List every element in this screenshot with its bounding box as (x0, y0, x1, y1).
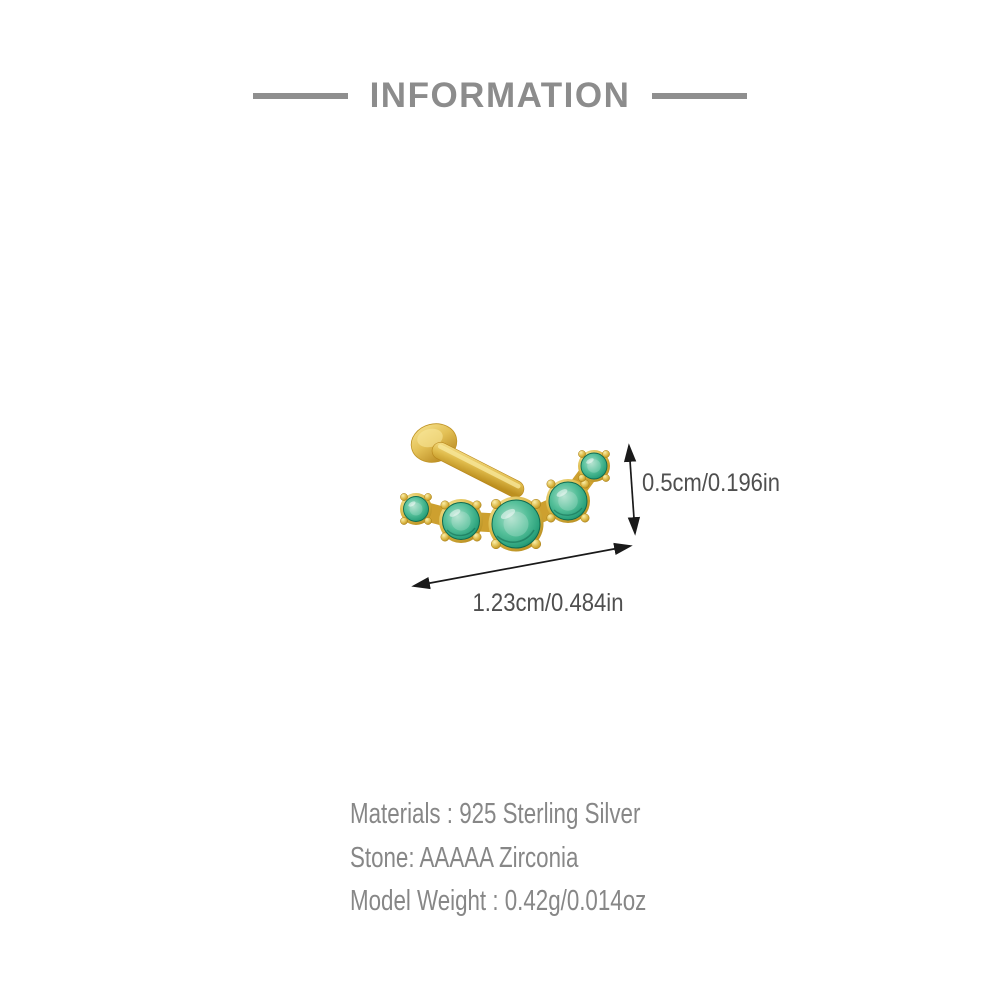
height-dimension-label: 0.5cm/0.196in (642, 469, 780, 497)
header-rule-left (253, 93, 348, 99)
product-details (350, 793, 646, 924)
page-title: INFORMATION (369, 76, 631, 115)
stone-line: Stone: AAAAA Zirconia (350, 841, 579, 874)
earring-dimension-diagram (380, 400, 820, 640)
height-dimension-arrow (629, 446, 635, 533)
width-dimension-arrow (414, 546, 630, 586)
labret-post (429, 439, 527, 500)
weight-line: Model Weight : 0.42g/0.014oz (350, 885, 647, 917)
information-header (0, 76, 1000, 116)
width-dimension-label: 1.23cm/0.484in (472, 589, 624, 617)
header-rule-right (652, 93, 747, 99)
materials-line: Materials : 925 Sterling Silver (350, 798, 641, 830)
